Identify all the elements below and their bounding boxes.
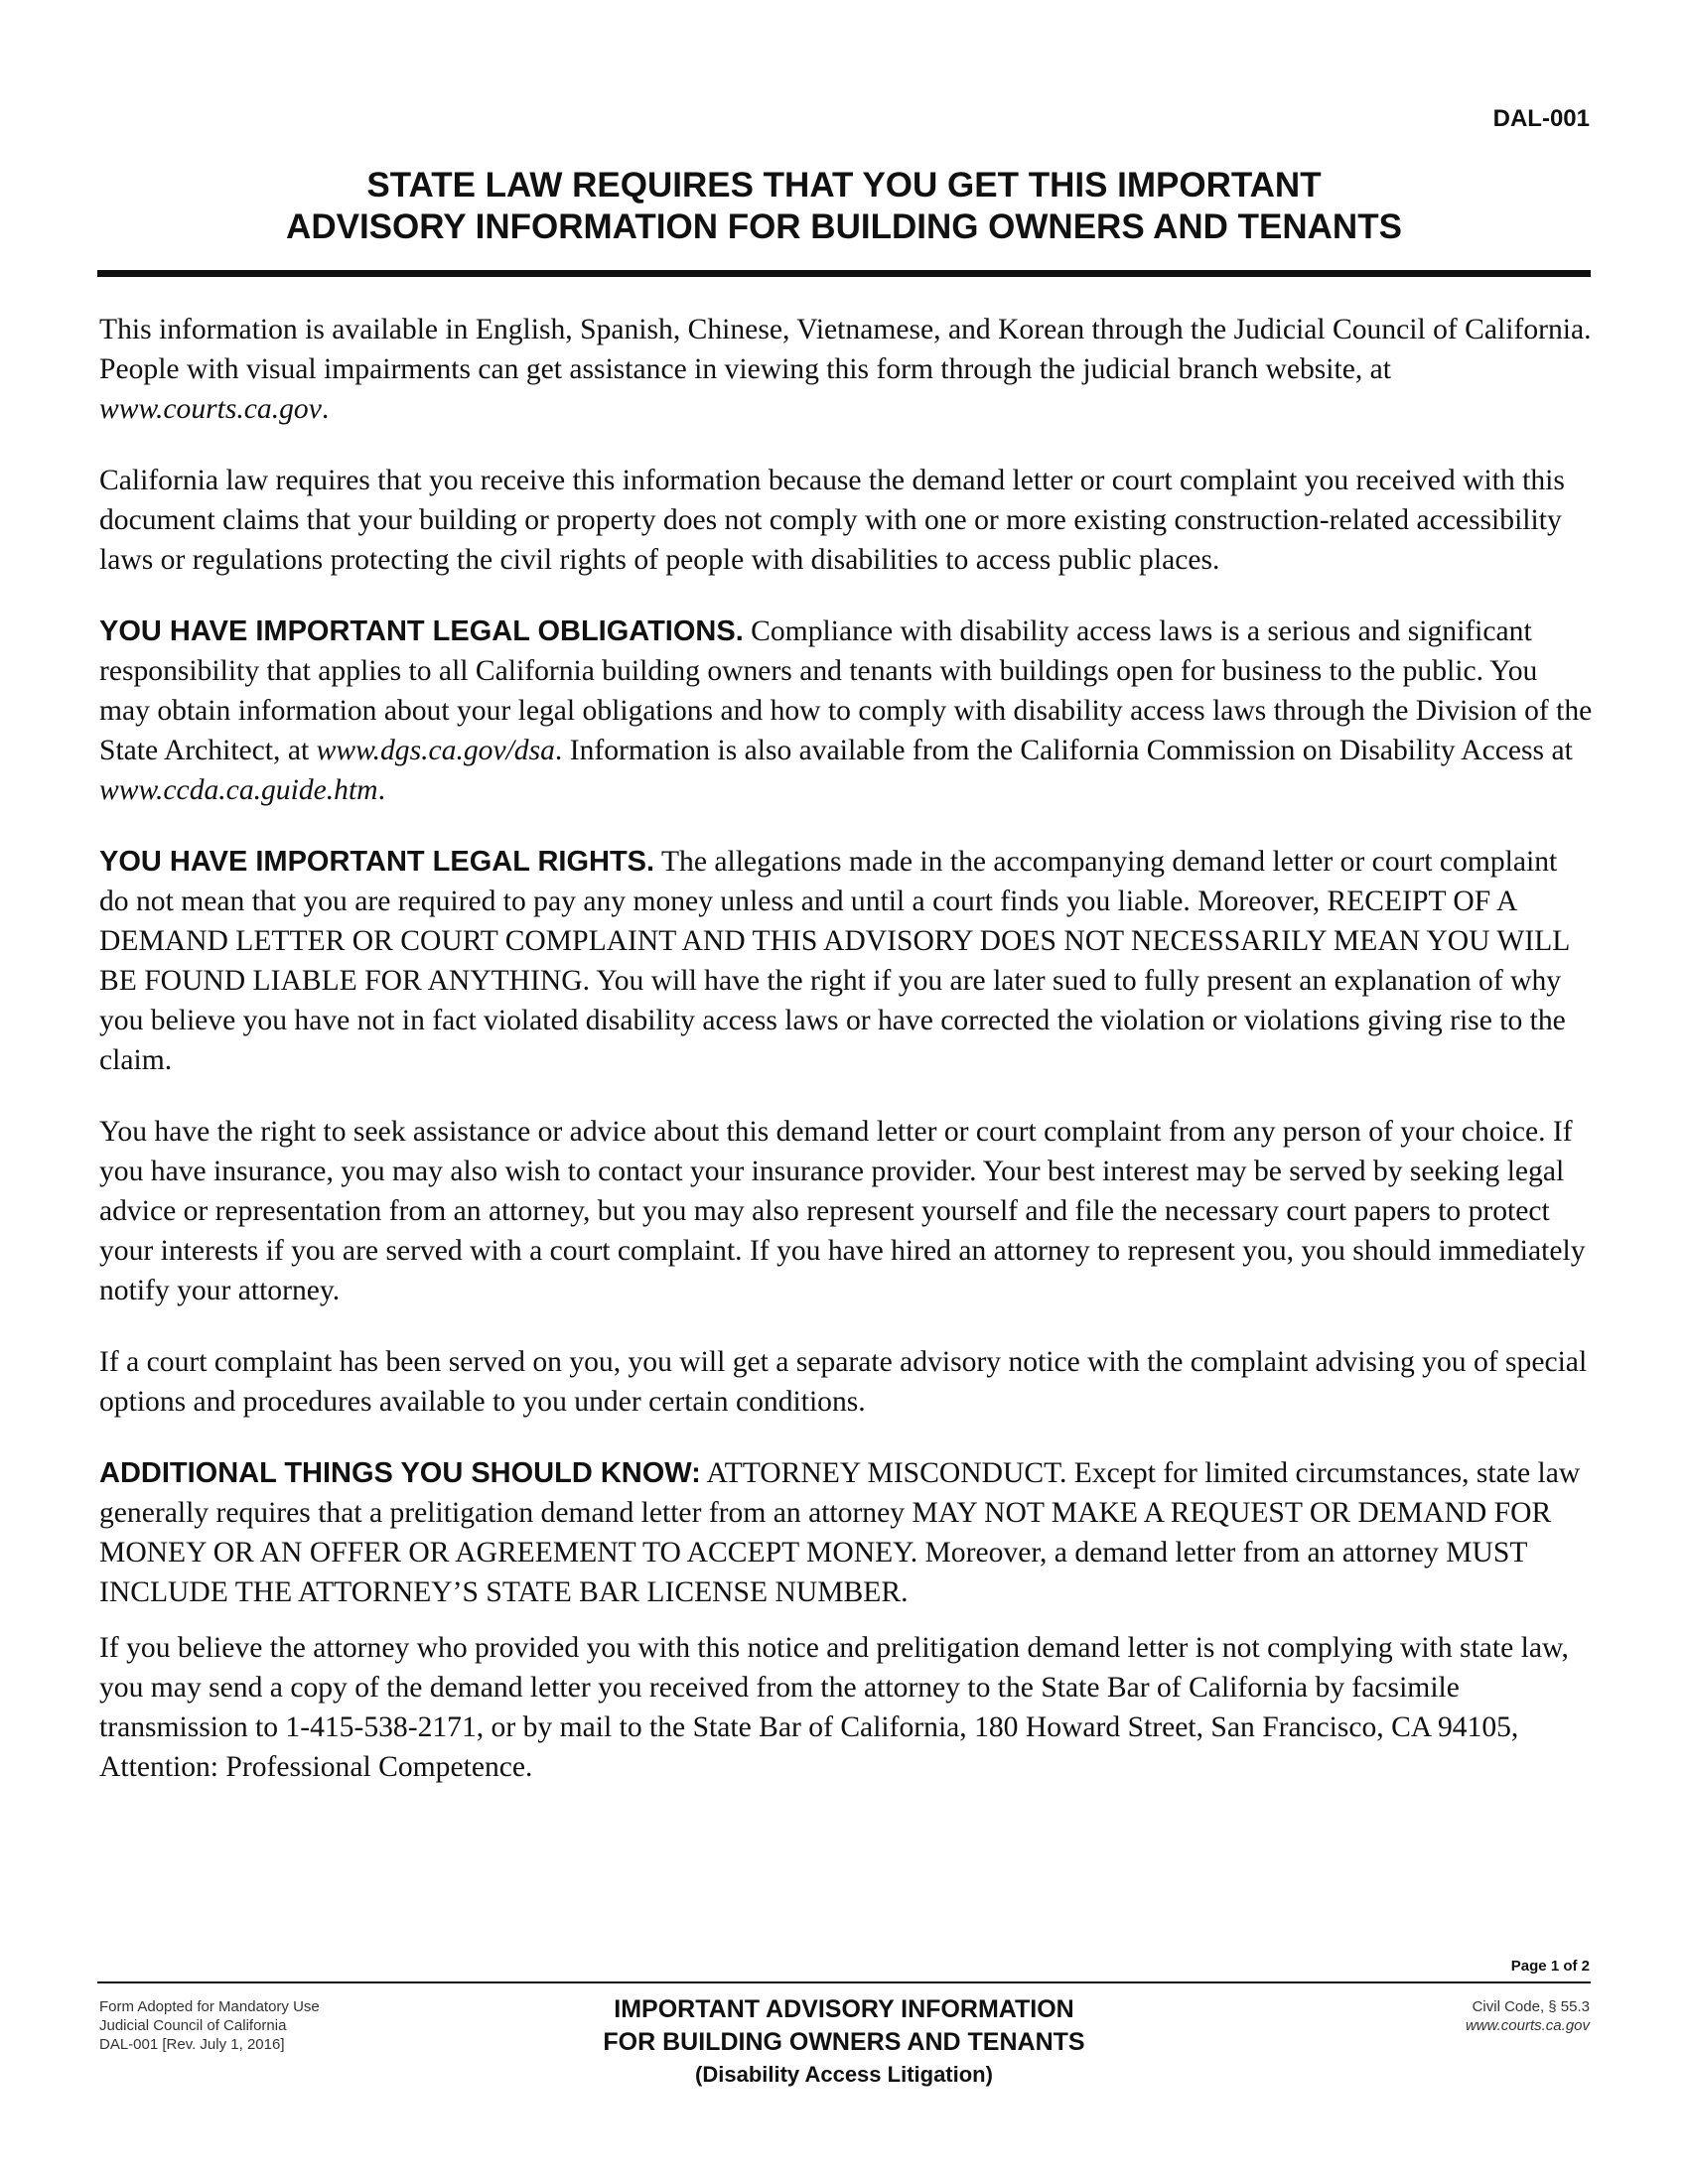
obligations-heading: YOU HAVE IMPORTANT LEGAL OBLIGATIONS. xyxy=(99,615,744,647)
footer-form-title: IMPORTANT ADVISORY INFORMATION FOR BUILDING OWNERS AND TENANTS (Disability Access Litigation) xyxy=(603,1995,1085,2087)
footer-form-info: Form Adopted for Mandatory Use Judicial Council of California DAL-001 [Rev. July 1, 2016] xyxy=(99,1998,320,2053)
footer-divider xyxy=(97,1981,1591,1983)
paragraph-reason: California law requires that you receive this information because the demand letter or court complaint you received with this document claims that your building or property does not comply with one or more existing construction-related accessibility laws or regulations protecting the civil rights of people with disabilities to access public places. xyxy=(99,465,1565,576)
paragraph-complaint-notice: If a court complaint has been served on you, you will get a separate advisory notice with the complaint advising you of special options and procedures available to you under certain conditions. xyxy=(99,1346,1588,1418)
courts-website-link[interactable]: www.courts.ca.gov xyxy=(99,393,322,425)
additional-heading: ADDITIONAL THINGS YOU SHOULD KNOW: xyxy=(99,1457,701,1489)
paragraph-additional: ADDITIONAL THINGS YOU SHOULD KNOW: ATTORNEY MISCONDUCT. Except for limited circumstances, state law generally requires that a prelitigation demand letter from an attorney MAY NOT MAKE A REQUEST OR DEMAND FOR MONEY OR AN OFFER OR AGREEMENT TO ACCEPT MONEY. Moreover, a demand letter from an attorney MUST INCLUDE THE ATTORNEY’S STATE BAR LICENSE NUMBER. xyxy=(99,1457,1581,1608)
page-indicator: Page 1 of 2 xyxy=(1510,1958,1590,1975)
footer-courts-link[interactable]: www.courts.ca.gov xyxy=(1465,2017,1590,2034)
title-line-2: ADVISORY INFORMATION FOR BUILDING OWNERS AND TENANTS xyxy=(286,207,1402,246)
page-title xyxy=(99,165,1589,248)
rights-heading: YOU HAVE IMPORTANT LEGAL RIGHTS. xyxy=(99,846,655,878)
ccda-website-link[interactable]: www.ccda.ca.guide.htm xyxy=(99,774,378,806)
footer-citation: Civil Code, § 55.3 www.courts.ca.gov xyxy=(1465,1998,1590,2034)
advisory-body xyxy=(99,310,1594,1819)
paragraph-obligations: YOU HAVE IMPORTANT LEGAL OBLIGATIONS. Compliance with disability access laws is a serious and significant responsibility that applies to all California building owners and tenants with buildings open for business to the public. You may obtain information about your legal obligations and how to comply with disability access laws through the Division of the State Architect, at www.dgs.ca.gov/dsa. Information is also available from the California Commission on Disability Access at www.ccda.ca.guide.htm. xyxy=(99,615,1593,806)
paragraph-state-bar: If you believe the attorney who provided you with this notice and prelitigation demand letter is not complying with state law, you may send a copy of the demand letter you received from the attorney to the State Bar of California by facsimile transmission to 1-415-538-2171, or by mail to the State Bar of California, 180 Howard Street, San Francisco, CA 94105, Attention: Professional Competence. xyxy=(99,1632,1569,1783)
title-divider xyxy=(97,270,1591,277)
paragraph-rights: YOU HAVE IMPORTANT LEGAL RIGHTS. The allegations made in the accompanying demand letter or court complaint do not mean that you are required to pay any money unless and until a court finds you liable. Moreover, RECEIPT OF A DEMAND LETTER OR COURT COMPLAINT AND THIS ADVISORY DOES NOT NECESSARILY MEAN YOU WILL BE FOUND LIABLE FOR ANYTHING. You will have the right if you are later sued to fully present an explanation of why you believe you have not in fact violated disability access laws or have corrected the violation or violations giving rise to the claim. xyxy=(99,846,1570,1076)
paragraph-assistance: You have the right to seek assistance or advice about this demand letter or court complaint from any person of your choice. If you have insurance, you may also wish to contact your insurance provider. Your best interest may be served by seeking legal advice or representation from an attorney, but you may also represent yourself and file the necessary court papers to protect your interests if you are served with a court complaint. If you have hired an attorney to represent you, you should immediately notify your attorney. xyxy=(99,1116,1586,1306)
paragraph-availability: This information is available in English, Spanish, Chinese, Vietnamese, and Korean through the Judicial Council of California. People with visual impairments can get assistance in viewing this form through the judicial branch website, at www.courts.ca.gov. xyxy=(99,314,1592,425)
dsa-website-link[interactable]: www.dgs.ca.gov/dsa xyxy=(316,735,555,766)
title-line-1: STATE LAW REQUIRES THAT YOU GET THIS IMPORTANT xyxy=(366,166,1322,205)
form-number: DAL-001 xyxy=(1492,105,1590,132)
